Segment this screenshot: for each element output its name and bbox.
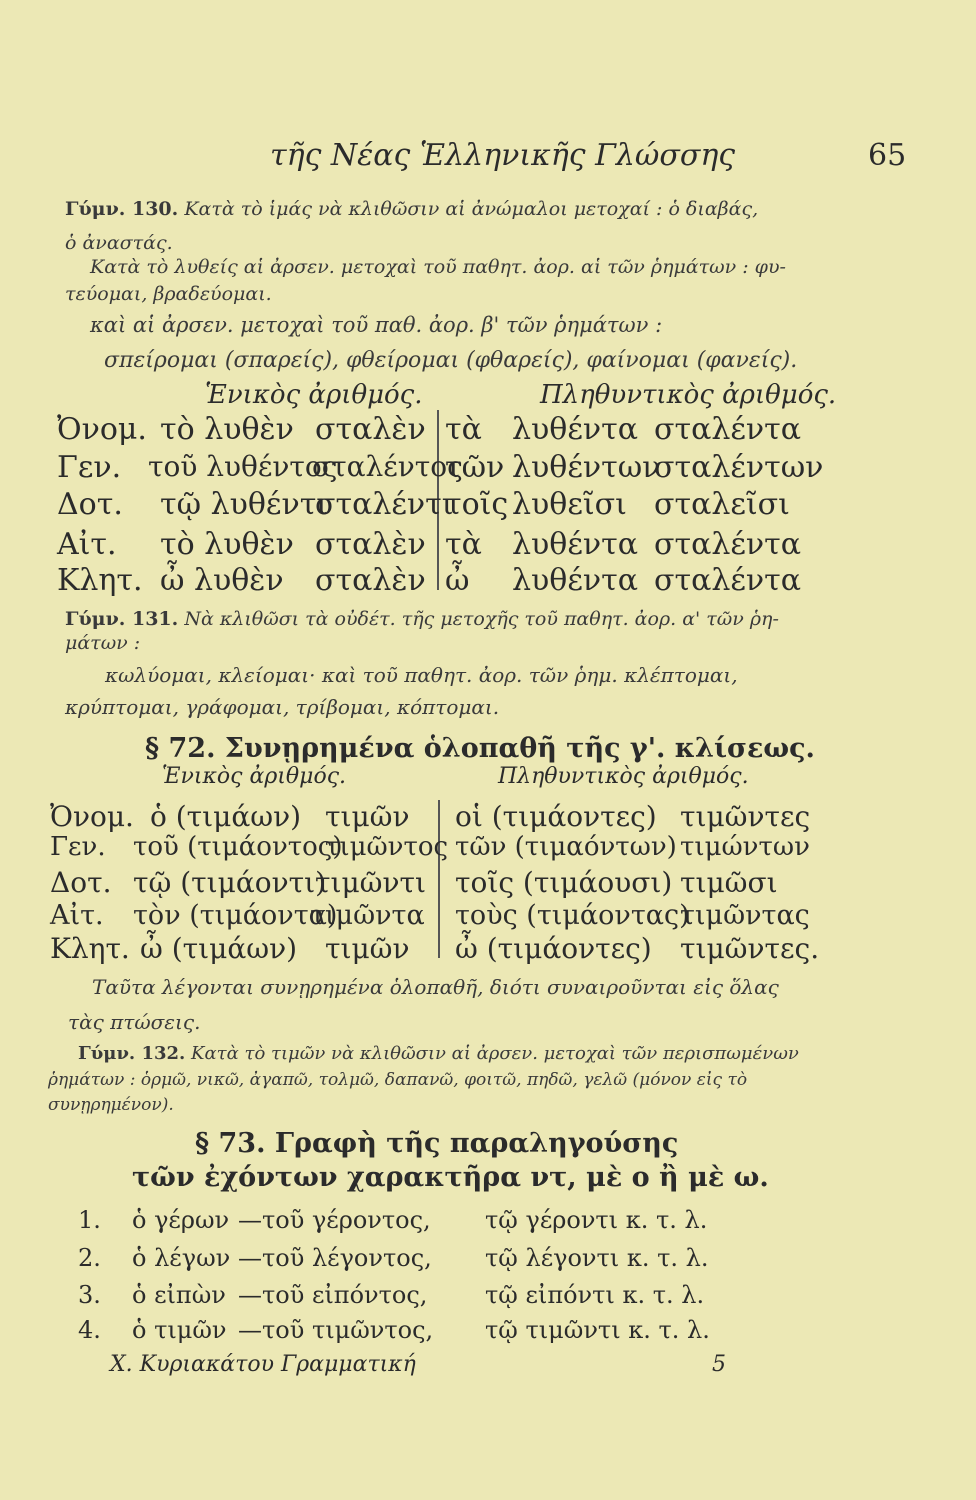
table1-plural-article: τοῖς	[445, 487, 509, 522]
section-72-note-line1: Ταῦτα λέγονται συνῃρημένα ὁλοπαθῆ, διότι συναιροῦνται εἰς ὅλας	[92, 975, 779, 999]
exercise-130-line5: καὶ αἱ ἀρσεν. μετοχαὶ τοῦ παθ. ἀορ. β' τῶν ῥημάτων :	[90, 313, 663, 337]
section-72-note-line2: τὰς πτώσεις.	[68, 1010, 201, 1034]
exercise-132-line1: Γύμν. 132. Κατὰ τὸ τιμῶν νὰ κλιθῶσιν αἱ ἀρσεν. μετοχαὶ τῶν περισπωμένων	[78, 1043, 799, 1064]
list-item-number: 1.	[78, 1206, 101, 1234]
exercise-132-label: Γύμν. 132.	[78, 1043, 186, 1064]
table2-singular-contracted: τιμῶν	[325, 800, 410, 833]
table2-plural-contracted: τιμώντων	[680, 832, 810, 862]
table2-plural: ὦ (τιμάοντες)	[455, 932, 652, 965]
list-item-genitive: —τοῦ λέγοντος,	[238, 1244, 432, 1272]
table1-case: Αἰτ.	[57, 527, 117, 562]
table1-plural-alt: σταλέντων	[654, 450, 824, 485]
table1-singular-alt: σταλὲν	[315, 563, 426, 598]
table1-plural-article: τὰ	[445, 527, 482, 562]
exercise-131-line3: κωλύομαι, κλείομαι· καὶ τοῦ παθητ. ἀορ. τῶν ῥημ. κλέπτομαι,	[105, 663, 738, 687]
list-item-genitive: —τοῦ τιμῶντος,	[238, 1316, 434, 1344]
table2-plural-label: Πληθυντικὸς ἀριθμός.	[498, 764, 749, 789]
list-item-dative: τῷ λέγοντι κ. τ. λ.	[485, 1244, 709, 1272]
table2-singular: τὸν (τιμάοντα)	[133, 900, 338, 931]
table2-plural-contracted: τιμῶντας	[680, 900, 810, 931]
table1-plural: λυθέντων	[512, 450, 661, 485]
table1-singular: τοῦ λυθέντος	[148, 450, 338, 483]
list-item-number: 2.	[78, 1244, 101, 1272]
table2-singular-label: Ἑνικὸς ἀριθμός.	[162, 764, 347, 789]
exercise-131-line4: κρύπτομαι, γράφομαι, τρίβομαι, κόπτομαι.	[65, 695, 500, 719]
table2-case: Ὀνομ.	[50, 800, 134, 833]
exercise-131-line2: μάτων :	[65, 632, 141, 654]
table1-plural: λυθεῖσι	[512, 487, 627, 522]
table2-plural: τοῖς (τιμάουσι)	[455, 866, 673, 899]
table1-plural-alt: σταλέντα	[654, 527, 801, 562]
section-73-title-line2: τῶν ἐχόντων χαρακτῆρα ντ, μὲ ο ἢ μὲ ω.	[132, 1162, 769, 1193]
section-72-title: § 72. Συνῃρημένα ὁλοπαθῆ τῆς γ'. κλίσεως.	[145, 733, 815, 764]
table2-singular: ὦ (τιμάων)	[140, 932, 298, 965]
table1-singular: ὦ λυθὲν	[160, 563, 284, 598]
exercise-131-label: Γύμν. 131.	[65, 608, 179, 630]
table1-case: Γεν.	[57, 450, 122, 485]
table1-singular-alt: σταλέντος	[312, 450, 463, 483]
list-item-number: 3.	[78, 1281, 101, 1309]
table1-case: Κλητ.	[57, 563, 143, 598]
section-73-title-line1: § 73. Γραφὴ τῆς παραληγούσης	[195, 1128, 679, 1159]
table2-plural: τῶν (τιμαόντων)	[455, 832, 677, 862]
table1-plural-article: τὰ	[445, 412, 482, 447]
page-number: 65	[868, 138, 907, 173]
exercise-130-line1: Γύμν. 130. Κατὰ τὸ ἱμάς νὰ κλιθῶσιν αἱ ἀνώμαλοι μετοχαί : ὁ διαβάς,	[65, 198, 759, 220]
table2-singular: τῷ (τιμάοντι)	[133, 866, 326, 899]
exercise-132-line2: ῥημάτων : ὁρμῶ, νικῶ, ἀγαπῶ, τολμῶ, δαπανῶ, φοιτῶ, πηδῶ, γελῶ (μόνον εἰς τὸ	[48, 1070, 748, 1090]
list-item-nominative: ὁ τιμῶν	[132, 1316, 227, 1344]
table1-plural-alt: σταλέντα	[654, 412, 801, 447]
table2-case: Δοτ.	[50, 866, 112, 899]
table1-singular-label: Ἑνικὸς ἀριθμός.	[205, 380, 423, 410]
exercise-132-line3: συνῃρημένον).	[48, 1095, 174, 1115]
list-item-genitive: —τοῦ γέροντος,	[238, 1206, 431, 1234]
exercise-130-line4: τεύομαι, βραδεύομαι.	[65, 283, 272, 305]
list-item-dative: τῷ τιμῶντι κ. τ. λ.	[485, 1316, 710, 1344]
table2-plural-contracted: τιμῶσι	[680, 866, 778, 899]
exercise-130-line3: Κατὰ τὸ λυθείς αἱ ἀρσεν. μετοχαὶ τοῦ παθητ. ἀορ. αἱ τῶν ῥημάτων : φυ-	[90, 256, 786, 278]
list-item-nominative: ὁ λέγων	[132, 1244, 231, 1272]
footer-signature-number: 5	[712, 1352, 726, 1377]
exercise-131-line1: Γύμν. 131. Νὰ κλιθῶσι τὰ οὐδέτ. τῆς μετοχῆς τοῦ παθητ. ἀορ. α' τῶν ῥη-	[65, 608, 779, 630]
exercise-130-line6: σπείρομαι (σπαρείς), φθείρομαι (φθαρείς), φαίνομαι (φανείς).	[104, 348, 798, 373]
table2-singular: ὁ (τιμάων)	[150, 800, 302, 833]
table2-singular-contracted: τιμῶντι	[315, 866, 426, 899]
table1-case: Ὀνομ.	[57, 412, 147, 447]
list-item-nominative: ὁ εἰπὼν	[132, 1281, 226, 1309]
table1-plural-alt: σταλεῖσι	[654, 487, 790, 522]
list-item-dative: τῷ εἰπόντι κ. τ. λ.	[485, 1281, 705, 1309]
table2-singular: τοῦ (τιμάοντος)	[133, 832, 343, 862]
exercise-130-line2: ὁ ἀναστάς.	[65, 232, 173, 254]
table1-plural-alt: σταλέντα	[654, 563, 801, 598]
footer-title: Χ. Κυριακάτου Γραμματική	[110, 1352, 416, 1377]
exercise-130-label: Γύμν. 130.	[65, 198, 179, 220]
table2-plural-contracted: τιμῶντες.	[680, 932, 820, 965]
running-title: τῆς Νέας Ἑλληνικῆς Γλώσσης	[270, 138, 736, 173]
list-item-dative: τῷ γέροντι κ. τ. λ.	[485, 1206, 708, 1234]
table1-plural: λυθέντα	[512, 527, 638, 562]
table1-plural: λυθέντα	[512, 412, 638, 447]
table2-singular-contracted: τιμῶν	[325, 932, 410, 965]
table1-plural-label: Πληθυντικὸς ἀριθμός.	[540, 380, 837, 410]
table1-plural: λυθέντα	[512, 563, 638, 598]
table1-singular: τῷ λυθέντι	[160, 487, 329, 522]
table2-plural: τοὺς (τιμάοντας)	[455, 900, 690, 931]
table2-plural-contracted: τιμῶντες	[680, 800, 811, 833]
table2-divider	[438, 800, 440, 958]
table2-case: Αἰτ.	[50, 900, 104, 931]
table1-singular: τὸ λυθὲν	[160, 527, 294, 562]
table1-singular-alt: σταλὲν	[315, 527, 426, 562]
list-item-nominative: ὁ γέρων	[132, 1206, 230, 1234]
list-item-genitive: —τοῦ εἰπόντος,	[238, 1281, 428, 1309]
list-item-number: 4.	[78, 1316, 101, 1344]
table2-singular-contracted: τιμῶντα	[310, 900, 425, 931]
table2-plural: οἱ (τιμάοντες)	[455, 800, 657, 833]
table1-singular-alt: σταλέντι	[315, 487, 454, 522]
table2-case: Γεν.	[50, 832, 106, 862]
table2-case: Κλητ.	[50, 932, 130, 965]
table1-singular: τὸ λυθὲν	[160, 412, 294, 447]
table1-case: Δοτ.	[57, 487, 123, 522]
table1-singular-alt: σταλὲν	[315, 412, 426, 447]
table2-singular-contracted: τιμῶντος	[325, 832, 449, 862]
table1-plural-article: τῶν	[445, 450, 505, 485]
table1-plural-article: ὦ	[445, 563, 470, 598]
